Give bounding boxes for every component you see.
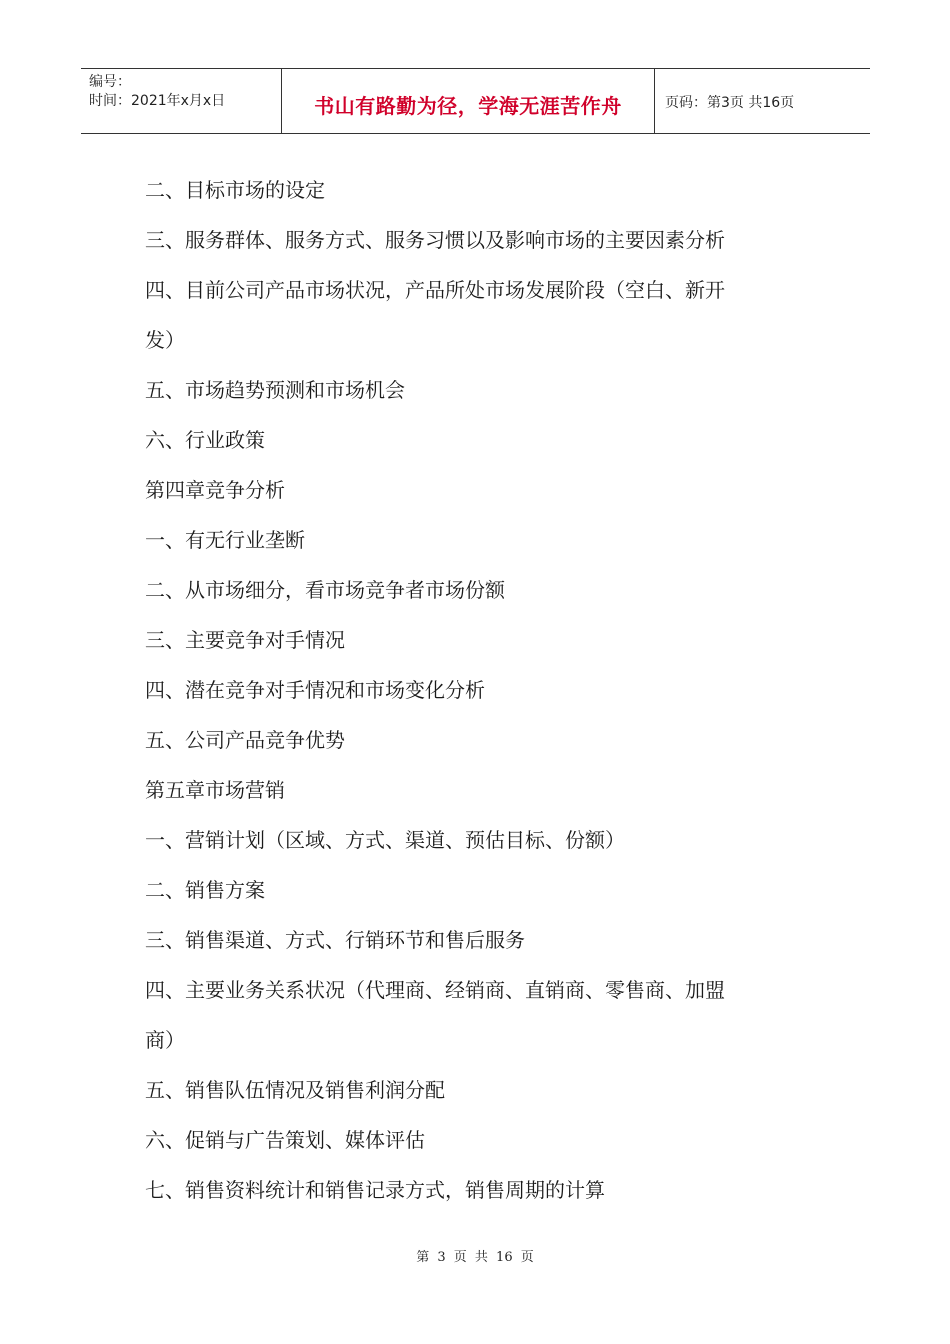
- text-line: 四、目前公司产品市场状况，产品所处市场发展阶段（空白、新开: [145, 278, 725, 302]
- number-label: 编号：: [89, 74, 131, 90]
- text-line: 一、营销计划（区域、方式、渠道、预估目标、份额）: [145, 828, 625, 852]
- chapter-heading: 第五章市场营销: [145, 778, 285, 802]
- page-footer: [0, 1246, 950, 1265]
- page-header: [81, 68, 870, 134]
- text-line: 三、服务群体、服务方式、服务习惯以及影响市场的主要因素分析: [145, 228, 725, 252]
- text-line: 一、有无行业垄断: [145, 528, 305, 552]
- text-line: 三、主要竞争对手情况: [145, 628, 345, 652]
- text-line: 四、主要业务关系状况（代理商、经销商、直销商、零售商、加盟: [145, 978, 725, 1002]
- text-line: 二、销售方案: [145, 878, 265, 902]
- text-line: 发）: [145, 328, 185, 352]
- text-line: 七、销售资料统计和销售记录方式，销售周期的计算: [145, 1178, 605, 1202]
- text-line: 六、行业政策: [145, 428, 265, 452]
- header-meta: [81, 69, 282, 133]
- document-body: [145, 165, 810, 1215]
- text-line: 二、目标市场的设定: [145, 178, 325, 202]
- time-label: 时间：2021年x月x日: [89, 93, 226, 109]
- page-info-text: 页码：第3页 共16页: [665, 95, 795, 111]
- chapter-heading: 第四章竞争分析: [145, 478, 285, 502]
- text-line: 四、潜在竞争对手情况和市场变化分析: [145, 678, 485, 702]
- motto-text: 书山有路勤为径，学海无涯苦作舟: [314, 93, 622, 118]
- text-line: 三、销售渠道、方式、行销环节和售后服务: [145, 928, 525, 952]
- text-line: 五、销售队伍情况及销售利润分配: [145, 1078, 445, 1102]
- text-line: 五、公司产品竞争优势: [145, 728, 345, 752]
- footer-page-number: 第 3 页 共 16 页: [416, 1250, 534, 1265]
- text-line: 六、促销与广告策划、媒体评估: [145, 1128, 425, 1152]
- header-motto-cell: [282, 69, 655, 133]
- header-page-info: [655, 69, 870, 133]
- text-line: 五、市场趋势预测和市场机会: [145, 378, 405, 402]
- text-line: 二、从市场细分，看市场竞争者市场份额: [145, 578, 505, 602]
- text-line: 商）: [145, 1028, 185, 1052]
